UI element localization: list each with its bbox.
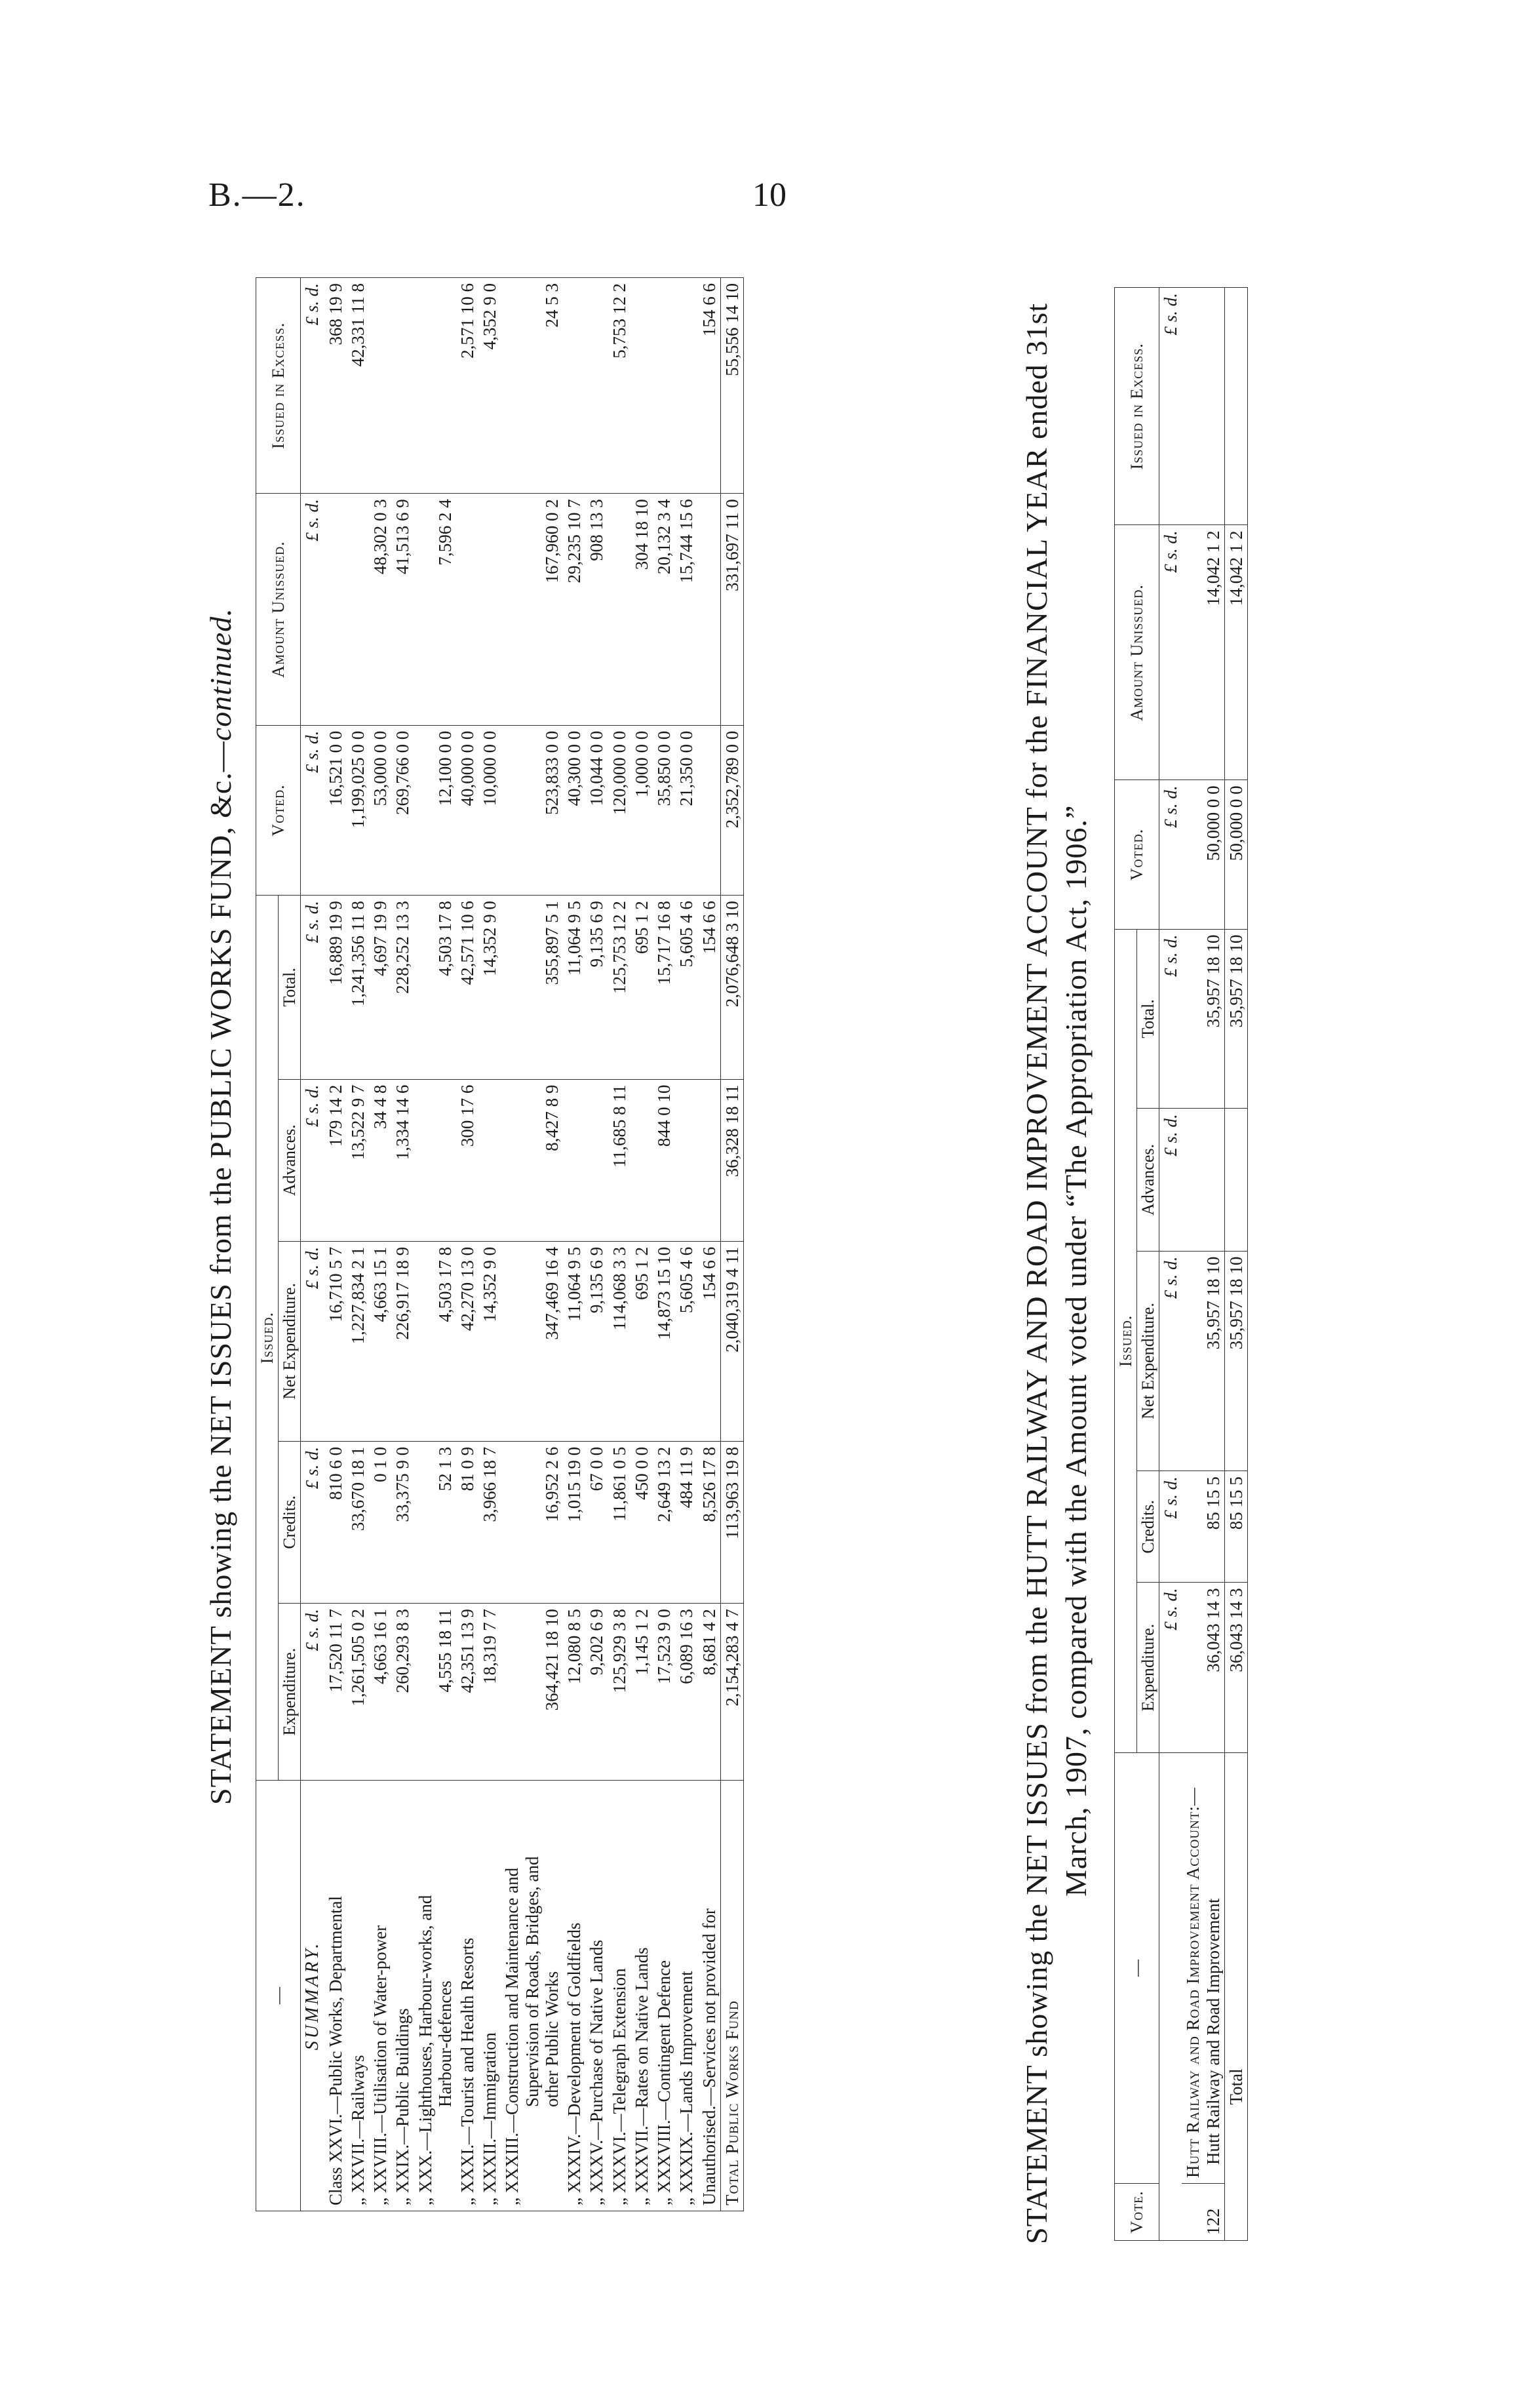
cell-net: 14,873 15 10 xyxy=(653,1241,675,1441)
cell-total: 4,503 17 8 xyxy=(414,896,456,1080)
cell-net: 4,663 15 1 xyxy=(369,1241,391,1441)
total-excess: 55,556 14 10 xyxy=(720,278,743,494)
cell-exp: 4,555 18 11 xyxy=(414,1604,456,1781)
cell-net: 5,605 4 6 xyxy=(675,1241,697,1441)
cell-unissued: 304 18 10 xyxy=(631,494,653,725)
cell-exp: 12,080 8 5 xyxy=(563,1604,585,1781)
total-label: Total Public Works Fund xyxy=(720,1781,743,2211)
page-number: 10 xyxy=(752,176,786,214)
cell-voted: 40,000 0 0 xyxy=(456,725,478,895)
cell-total: 125,753 12 2 xyxy=(608,896,631,1080)
units: £ s. d. xyxy=(1159,1251,1182,1471)
row-label: „ XXXVII.—Rates on Native Lands xyxy=(631,1947,651,2205)
cell-excess: 42,331 11 8 xyxy=(347,278,369,494)
cell-total: 16,889 19 9 xyxy=(324,896,347,1080)
cell-unissued xyxy=(698,494,721,725)
cell-adv: 8,427 8 9 xyxy=(501,1079,563,1241)
col-expenditure: Expenditure. xyxy=(1137,1583,1159,1753)
total-unissued: 14,042 1 2 xyxy=(1224,525,1247,780)
cell-cred: 16,952 2 6 xyxy=(501,1441,563,1603)
cell-unissued: 29,235 10 7 xyxy=(563,494,585,725)
cell-net: 347,469 16 4 xyxy=(501,1241,563,1441)
cell-exp: 17,523 9 0 xyxy=(653,1604,675,1781)
cell-exp: 125,929 3 8 xyxy=(608,1604,631,1781)
cell-adv: 1,334 14 6 xyxy=(391,1079,414,1241)
row-label-cont: other Public Works xyxy=(541,1971,562,2107)
cell-exp: 9,202 6 9 xyxy=(585,1604,608,1781)
cell-total: 355,897 5 1 xyxy=(501,896,563,1080)
cell-total: 695 1 2 xyxy=(631,896,653,1080)
table-row xyxy=(324,278,347,2211)
units: £ s. d. xyxy=(1159,1109,1182,1251)
cell-exp: 1,261,505 0 2 xyxy=(347,1604,369,1781)
cell-net: 226,917 18 9 xyxy=(391,1241,414,1441)
table-row xyxy=(631,278,653,2211)
table1-total-row xyxy=(720,278,743,2211)
hutt-railway-table xyxy=(1114,287,1248,2241)
cell-net: 11,064 9 5 xyxy=(563,1241,585,1441)
row-label: „ XXVII.—Railways xyxy=(347,2055,368,2205)
col-credits: Credits. xyxy=(1137,1471,1159,1583)
units: £ s. d. xyxy=(301,1241,324,1441)
total-cred: 85 15 5 xyxy=(1224,1471,1247,1583)
cell-cred: 11,861 0 5 xyxy=(608,1441,631,1603)
row-label: Unauthorised.—Services not provided for xyxy=(699,1908,719,2205)
total-net: 2,040,319 4 11 xyxy=(720,1241,743,1441)
table-row xyxy=(563,278,585,2211)
units: £ s. d. xyxy=(1159,780,1182,929)
cell-net: 154 6 6 xyxy=(698,1241,721,1441)
row-label-cont: Supervision of Roads, Bridges, and xyxy=(522,1856,542,2107)
cell-cred: 81 0 9 xyxy=(456,1441,478,1603)
cell-unissued: 20,132 3 4 xyxy=(653,494,675,725)
row-label: „ XXVIII.—Utilisation of Water-power xyxy=(370,1925,391,2205)
cell-cred: 484 11 9 xyxy=(675,1441,697,1603)
cell-unissued: 908 13 3 xyxy=(585,494,608,725)
total-adv: 36,328 18 11 xyxy=(720,1079,743,1241)
cred: 85 15 5 xyxy=(1182,1471,1224,1583)
table1-caption-continued: continued. xyxy=(204,608,237,741)
cell-total: 14,352 9 0 xyxy=(478,896,501,1080)
account-sublabel: Hutt Railway and Road Improvement xyxy=(1203,1898,1223,2165)
table-row xyxy=(501,278,563,2211)
units: £ s. d. xyxy=(1159,288,1182,525)
cell-excess xyxy=(391,278,414,494)
cell-unissued: 15,744 15 6 xyxy=(675,494,697,725)
cell-adv xyxy=(585,1079,608,1241)
cell-exp: 18,319 7 7 xyxy=(478,1604,501,1781)
col-issued: Issued. xyxy=(256,896,279,1781)
table2-total-row xyxy=(1224,288,1247,2241)
col-advances: Advances. xyxy=(279,1079,301,1241)
cell-total: 5,605 4 6 xyxy=(675,896,697,1080)
col-voted: Voted. xyxy=(1115,780,1159,929)
row-label: „ XXIX.—Public Buildings xyxy=(393,2008,413,2205)
cell-unissued: 167,960 0 2 xyxy=(501,494,563,725)
cell-exp: 17,520 11 7 xyxy=(324,1604,347,1781)
cell-excess xyxy=(414,278,456,494)
total-unissued: 331,697 11 0 xyxy=(720,494,743,725)
cell-voted: 523,833 0 0 xyxy=(501,725,563,895)
cell-voted: 1,199,025 0 0 xyxy=(347,725,369,895)
cell-unissued xyxy=(456,494,478,725)
units: £ s. d. xyxy=(301,1604,324,1781)
units: £ s. d. xyxy=(1159,1471,1182,1583)
total-adv xyxy=(1224,1109,1247,1251)
table2-caption-line2: March, 1907, compared with the Amount voted under “The Appropriation Act, 1906.” xyxy=(1059,804,1093,1897)
cell-total: 154 6 6 xyxy=(698,896,721,1080)
total-exp: 2,154,283 4 7 xyxy=(720,1604,743,1781)
cell-cred: 52 1 3 xyxy=(414,1441,456,1603)
cell-voted: 40,300 0 0 xyxy=(563,725,585,895)
row-label: „ XXXVI.—Telegraph Extension xyxy=(609,1968,629,2205)
cell-cred: 33,670 18 1 xyxy=(347,1441,369,1603)
cell-total: 4,697 19 9 xyxy=(369,896,391,1080)
cell-excess xyxy=(631,278,653,494)
excess xyxy=(1182,288,1224,525)
col-total: Total. xyxy=(279,896,301,1080)
table-row xyxy=(675,278,697,2211)
cell-exp: 42,351 13 9 xyxy=(456,1604,478,1781)
cell-exp: 260,293 8 3 xyxy=(391,1604,414,1781)
col-net: Net Expenditure. xyxy=(279,1241,301,1441)
table-row xyxy=(347,278,369,2211)
cell-voted: 53,000 0 0 xyxy=(369,725,391,895)
table-row xyxy=(653,278,675,2211)
units: £ s. d. xyxy=(301,896,324,1080)
total-voted: 50,000 0 0 xyxy=(1224,780,1247,929)
cell-unissued xyxy=(347,494,369,725)
table2-row xyxy=(1182,288,1224,2241)
cell-unissued: 7,596 2 4 xyxy=(414,494,456,725)
cell-adv xyxy=(631,1079,653,1241)
cell-voted: 10,044 0 0 xyxy=(585,725,608,895)
cell-cred: 3,966 18 7 xyxy=(478,1441,501,1603)
col-unissued: Amount Unissued. xyxy=(1115,525,1159,780)
total-total: 35,957 18 10 xyxy=(1224,929,1247,1109)
total-excess xyxy=(1224,288,1247,525)
cell-voted: 120,000 0 0 xyxy=(608,725,631,895)
cell-unissued xyxy=(608,494,631,725)
cell-exp: 8,681 4 2 xyxy=(698,1604,721,1781)
table-row xyxy=(414,278,456,2211)
col-expenditure: Expenditure. xyxy=(279,1604,301,1781)
row-label: „ XXXI.—Tourist and Health Resorts xyxy=(457,1937,477,2205)
table-row xyxy=(585,278,608,2211)
cell-voted: 35,850 0 0 xyxy=(653,725,675,895)
col-vote: Vote. xyxy=(1115,2184,1159,2241)
total-cred: 113,963 19 8 xyxy=(720,1441,743,1603)
cell-total: 228,252 13 3 xyxy=(391,896,414,1080)
cell-unissued xyxy=(324,494,347,725)
cell-adv: 844 0 10 xyxy=(653,1079,675,1241)
col-blank: — xyxy=(1115,1753,1159,2184)
cell-adv: 11,685 8 11 xyxy=(608,1079,631,1241)
cell-voted: 269,766 0 0 xyxy=(391,725,414,895)
cell-voted: 1,000 0 0 xyxy=(631,725,653,895)
cell-net: 114,068 3 3 xyxy=(608,1241,631,1441)
cell-net: 16,710 5 7 xyxy=(324,1241,347,1441)
units: £ s. d. xyxy=(1159,929,1182,1109)
cell-unissued: 41,513 6 9 xyxy=(391,494,414,725)
cell-excess: 154 6 6 xyxy=(698,278,721,494)
cell-voted: 16,521 0 0 xyxy=(324,725,347,895)
cell-total: 42,571 10 6 xyxy=(456,896,478,1080)
cell-voted xyxy=(698,725,721,895)
net: 35,957 18 10 xyxy=(1182,1251,1224,1471)
cell-cred: 2,649 13 2 xyxy=(653,1441,675,1603)
cell-adv: 34 4 8 xyxy=(369,1079,391,1241)
cell-exp: 1,145 1 2 xyxy=(631,1604,653,1781)
cell-excess xyxy=(675,278,697,494)
cell-adv xyxy=(698,1079,721,1241)
cell-cred: 450 0 0 xyxy=(631,1441,653,1603)
cell-voted: 12,100 0 0 xyxy=(414,725,456,895)
row-label: „ XXXV.—Purchase of Native Lands xyxy=(587,1939,607,2205)
cell-cred: 8,526 17 8 xyxy=(698,1441,721,1603)
cell-excess: 24 5 3 xyxy=(501,278,563,494)
table1-caption-main: STATEMENT showing the NET ISSUES from the PUBLIC WORKS FUND, &c.— xyxy=(204,741,237,1805)
cell-excess: 2,571 10 6 xyxy=(456,278,478,494)
table-row xyxy=(698,278,721,2211)
rotated-content xyxy=(0,245,1507,2342)
table-row xyxy=(608,278,631,2211)
exp: 36,043 14 3 xyxy=(1182,1583,1224,1753)
cell-exp: 364,421 18 10 xyxy=(501,1604,563,1781)
col-unissued: Amount Unissued. xyxy=(256,494,301,725)
cell-excess xyxy=(369,278,391,494)
row-label-cont: Harbour-defences xyxy=(435,1981,455,2107)
units: £ s. d. xyxy=(301,1079,324,1241)
cell-adv: 300 17 6 xyxy=(456,1079,478,1241)
cell-exp: 4,663 16 1 xyxy=(369,1604,391,1781)
row-label: Class XXVI.—Public Works, Departmental xyxy=(325,1895,345,2205)
units: £ s. d. xyxy=(301,494,324,725)
cell-adv: 13,522 9 7 xyxy=(347,1079,369,1241)
vote-number: 122 xyxy=(1182,2184,1224,2241)
voted: 50,000 0 0 xyxy=(1182,780,1224,929)
unissued: 14,042 1 2 xyxy=(1182,525,1224,780)
cell-excess xyxy=(585,278,608,494)
col-total: Total. xyxy=(1137,929,1159,1109)
cell-adv xyxy=(563,1079,585,1241)
units: £ s. d. xyxy=(1159,1583,1182,1753)
col-excess: Issued in Excess. xyxy=(256,278,301,494)
cell-cred: 1,015 19 0 xyxy=(563,1441,585,1603)
cell-net: 1,227,834 2 1 xyxy=(347,1241,369,1441)
table-row xyxy=(478,278,501,2211)
cell-cred: 810 6 0 xyxy=(324,1441,347,1603)
public-works-table xyxy=(256,277,744,2211)
cell-total: 1,241,356 11 8 xyxy=(347,896,369,1080)
cell-excess: 4,352 9 0 xyxy=(478,278,501,494)
table-row xyxy=(369,278,391,2211)
cell-excess: 5,753 12 2 xyxy=(608,278,631,494)
total-net: 35,957 18 10 xyxy=(1224,1251,1247,1471)
cell-exp: 6,089 16 3 xyxy=(675,1604,697,1781)
cell-net: 695 1 2 xyxy=(631,1241,653,1441)
cell-net: 4,503 17 8 xyxy=(414,1241,456,1441)
cell-adv xyxy=(414,1079,456,1241)
units: £ s. d. xyxy=(301,725,324,895)
cell-excess: 368 19 9 xyxy=(324,278,347,494)
cell-adv xyxy=(478,1079,501,1241)
row-label: „ XXXVIII.—Contingent Defence xyxy=(654,1960,674,2205)
total-total: 2,076,648 3 10 xyxy=(720,896,743,1080)
col-credits: Credits. xyxy=(279,1441,301,1603)
row-label: „ XXXIX.—Lands Improvement xyxy=(676,1971,697,2205)
cell-voted: 21,350 0 0 xyxy=(675,725,697,895)
cell-net: 9,135 6 9 xyxy=(585,1241,608,1441)
cell-net: 42,270 13 0 xyxy=(456,1241,478,1441)
page-header-ref: B.—2. xyxy=(208,176,306,214)
units: £ s. d. xyxy=(301,1441,324,1603)
cell-adv: 179 14 2 xyxy=(324,1079,347,1241)
cell-cred: 33,375 9 0 xyxy=(391,1441,414,1603)
cell-voted: 10,000 0 0 xyxy=(478,725,501,895)
cell-total: 11,064 9 5 xyxy=(563,896,585,1080)
total: 35,957 18 10 xyxy=(1182,929,1224,1109)
cell-net: 14,352 9 0 xyxy=(478,1241,501,1441)
account-label: Hutt Railway and Road Improvement Account:— xyxy=(1183,1787,1203,2178)
col-issued: Issued. xyxy=(1115,929,1137,1752)
col-net: Net Expenditure. xyxy=(1137,1251,1159,1471)
table1-caption xyxy=(203,608,238,1805)
cell-cred: 0 1 0 xyxy=(369,1441,391,1603)
table-row xyxy=(456,278,478,2211)
units: £ s. d. xyxy=(301,278,324,494)
total-exp: 36,043 14 3 xyxy=(1224,1583,1247,1753)
total-voted: 2,352,789 0 0 xyxy=(720,725,743,895)
summary-label: SUMMARY. xyxy=(302,1941,323,2051)
cell-total: 15,717 16 8 xyxy=(653,896,675,1080)
cell-adv xyxy=(675,1079,697,1241)
row-label: „ XXX.—Lighthouses, Harbour-works, and xyxy=(415,1895,435,2205)
table2-caption-line1: STATEMENT showing the NET ISSUES from the HUTT RAILWAY AND ROAD IMPROVEMENT ACCOUNT for the FINANCIAL YEAR ended 31st xyxy=(1020,302,1053,2244)
cell-excess xyxy=(653,278,675,494)
cell-unissued: 48,302 0 3 xyxy=(369,494,391,725)
total-label: Total xyxy=(1224,1753,1247,2184)
cell-excess xyxy=(563,278,585,494)
col-advances: Advances. xyxy=(1137,1109,1159,1251)
cell-total: 9,135 6 9 xyxy=(585,896,608,1080)
col-blank: — xyxy=(256,1781,301,2211)
cell-cred: 67 0 0 xyxy=(585,1441,608,1603)
units: £ s. d. xyxy=(1159,525,1182,780)
row-label: „ XXXIV.—Development of Goldfields xyxy=(564,1922,585,2205)
col-voted: Voted. xyxy=(256,725,301,895)
table-row xyxy=(391,278,414,2211)
row-label: „ XXXII.—Immigration xyxy=(480,2032,500,2205)
adv xyxy=(1182,1109,1224,1251)
cell-unissued xyxy=(478,494,501,725)
col-excess: Issued in Excess. xyxy=(1115,288,1159,525)
row-label: „ XXXIII.—Construction and Maintenance and xyxy=(502,1867,522,2205)
